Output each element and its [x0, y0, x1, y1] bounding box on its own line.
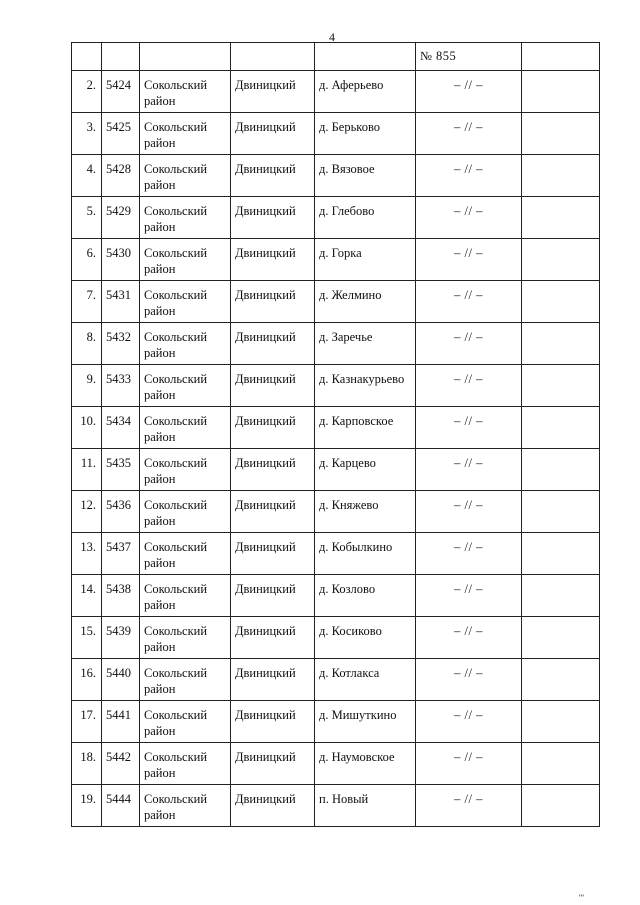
council-name: Двиницкий [235, 246, 296, 260]
ditto-mark: – // – [454, 330, 483, 344]
row-number-cell [72, 323, 102, 365]
council-name: Двиницкий [235, 750, 296, 764]
place-name: д. Аферьево [319, 78, 384, 92]
council-name-cell [231, 575, 315, 617]
place-name-cell [315, 113, 416, 155]
corner-mark: ''' [578, 893, 584, 903]
registry-table [71, 42, 600, 827]
district-name-cell [140, 365, 231, 407]
row-number: 6. [86, 246, 96, 260]
table-row [72, 365, 600, 407]
ditto-mark-cell [416, 659, 522, 701]
council-name: Двиницкий [235, 582, 296, 596]
district-name: Сокольский район [144, 498, 208, 528]
place-name: п. Новый [319, 792, 369, 806]
district-name-cell [140, 575, 231, 617]
council-name: Двиницкий [235, 120, 296, 134]
ditto-mark: – // – [454, 288, 483, 302]
object-code: 5424 [106, 78, 131, 92]
row-number-cell [72, 155, 102, 197]
district-name: Сокольский район [144, 288, 208, 318]
empty-cell-cell [522, 491, 600, 533]
empty-cell-cell [522, 659, 600, 701]
ditto-mark: – // – [454, 624, 483, 638]
object-code: 5434 [106, 414, 131, 428]
header-cell-empty [315, 43, 416, 71]
row-number: 5. [86, 204, 96, 218]
empty-cell-cell [522, 449, 600, 491]
object-code-cell [102, 239, 140, 281]
row-number: 18. [80, 750, 96, 764]
place-name-cell [315, 617, 416, 659]
empty-cell-cell [522, 155, 600, 197]
object-code: 5439 [106, 624, 131, 638]
place-name-cell [315, 491, 416, 533]
object-code: 5437 [106, 540, 131, 554]
place-name-cell [315, 239, 416, 281]
ditto-mark: – // – [454, 666, 483, 680]
table-row [72, 113, 600, 155]
place-name-cell [315, 449, 416, 491]
table-row [72, 785, 600, 827]
district-name-cell [140, 407, 231, 449]
table-row [72, 701, 600, 743]
object-code-cell [102, 323, 140, 365]
object-code-cell [102, 365, 140, 407]
object-code: 5438 [106, 582, 131, 596]
place-name-cell [315, 701, 416, 743]
row-number: 12. [80, 498, 96, 512]
district-name-cell [140, 743, 231, 785]
empty-cell-cell [522, 239, 600, 281]
council-name-cell [231, 533, 315, 575]
empty-cell-cell [522, 281, 600, 323]
empty-cell-cell [522, 71, 600, 113]
district-name: Сокольский район [144, 456, 208, 486]
council-name: Двиницкий [235, 540, 296, 554]
object-code-cell [102, 113, 140, 155]
empty-cell-cell [522, 785, 600, 827]
object-code: 5433 [106, 372, 131, 386]
district-name: Сокольский район [144, 204, 208, 234]
place-name-cell [315, 155, 416, 197]
page-number: 4 [329, 30, 335, 44]
place-name: д. Желмино [319, 288, 382, 302]
table-row [72, 71, 600, 113]
district-name: Сокольский район [144, 792, 208, 822]
ditto-mark: – // – [454, 708, 483, 722]
table-row [72, 617, 600, 659]
ditto-mark-cell [416, 575, 522, 617]
row-number: 9. [86, 372, 96, 386]
ditto-mark: – // – [454, 78, 483, 92]
place-name: д. Наумовское [319, 750, 395, 764]
district-name: Сокольский район [144, 624, 208, 654]
empty-cell-cell [522, 365, 600, 407]
object-code-cell [102, 533, 140, 575]
table-row [72, 743, 600, 785]
row-number: 11. [80, 456, 96, 470]
council-name-cell [231, 281, 315, 323]
object-code: 5444 [106, 792, 131, 806]
district-name-cell [140, 785, 231, 827]
row-number-cell [72, 617, 102, 659]
object-code-cell [102, 449, 140, 491]
place-name: д. Вязовое [319, 162, 375, 176]
district-name-cell [140, 323, 231, 365]
district-name: Сокольский район [144, 414, 208, 444]
object-code: 5430 [106, 246, 131, 260]
district-name: Сокольский район [144, 162, 208, 192]
table-row [72, 575, 600, 617]
council-name-cell [231, 701, 315, 743]
ditto-mark-cell [416, 281, 522, 323]
district-name-cell [140, 155, 231, 197]
row-number-cell [72, 239, 102, 281]
row-number-cell [72, 575, 102, 617]
table-row [72, 197, 600, 239]
district-name: Сокольский район [144, 120, 208, 150]
ditto-mark-cell [416, 407, 522, 449]
row-number: 15. [80, 624, 96, 638]
ditto-mark-cell [416, 197, 522, 239]
ditto-mark-cell [416, 449, 522, 491]
district-name: Сокольский район [144, 666, 208, 696]
header-cell-empty [140, 43, 231, 71]
row-number-cell [72, 743, 102, 785]
table-row [72, 449, 600, 491]
row-number-cell [72, 701, 102, 743]
object-code-cell [102, 407, 140, 449]
object-code: 5441 [106, 708, 131, 722]
table-row [72, 407, 600, 449]
header-cell-empty [231, 43, 315, 71]
object-code: 5431 [106, 288, 131, 302]
council-name-cell [231, 449, 315, 491]
place-name: д. Глебово [319, 204, 375, 218]
council-name-cell [231, 239, 315, 281]
object-code: 5432 [106, 330, 131, 344]
ditto-mark-cell [416, 239, 522, 281]
district-name-cell [140, 491, 231, 533]
empty-cell-cell [522, 113, 600, 155]
ditto-mark-cell [416, 113, 522, 155]
empty-cell-cell [522, 743, 600, 785]
header-cell-empty [72, 43, 102, 71]
council-name-cell [231, 659, 315, 701]
object-code-cell [102, 491, 140, 533]
ditto-mark-cell [416, 491, 522, 533]
council-name: Двиницкий [235, 330, 296, 344]
council-name-cell [231, 617, 315, 659]
header-doc-number-cell [416, 43, 522, 71]
row-number-cell [72, 407, 102, 449]
ditto-mark-cell [416, 155, 522, 197]
place-name-cell [315, 71, 416, 113]
place-name-cell [315, 743, 416, 785]
table-row [72, 281, 600, 323]
ditto-mark: – // – [454, 204, 483, 218]
object-code-cell [102, 155, 140, 197]
row-number: 13. [80, 540, 96, 554]
empty-cell-cell [522, 197, 600, 239]
district-name-cell [140, 113, 231, 155]
object-code-cell [102, 71, 140, 113]
row-number: 4. [86, 162, 96, 176]
object-code: 5429 [106, 204, 131, 218]
district-name: Сокольский район [144, 708, 208, 738]
object-code: 5440 [106, 666, 131, 680]
place-name: д. Косиково [319, 624, 382, 638]
place-name: д. Берьково [319, 120, 381, 134]
place-name-cell [315, 533, 416, 575]
table-row [72, 491, 600, 533]
council-name: Двиницкий [235, 414, 296, 428]
place-name: д. Карцево [319, 456, 376, 470]
district-name: Сокольский район [144, 582, 208, 612]
district-name-cell [140, 71, 231, 113]
table-row [72, 239, 600, 281]
ditto-mark-cell [416, 617, 522, 659]
council-name: Двиницкий [235, 372, 296, 386]
table-row [72, 533, 600, 575]
district-name-cell [140, 533, 231, 575]
ditto-mark: – // – [454, 582, 483, 596]
council-name-cell [231, 113, 315, 155]
empty-cell-cell [522, 575, 600, 617]
row-number-cell [72, 533, 102, 575]
place-name: д. Княжево [319, 498, 379, 512]
row-number: 16. [80, 666, 96, 680]
ditto-mark-cell [416, 323, 522, 365]
object-code-cell [102, 617, 140, 659]
ditto-mark: – // – [454, 162, 483, 176]
district-name-cell [140, 659, 231, 701]
ditto-mark: – // – [454, 246, 483, 260]
place-name: д. Заречье [319, 330, 373, 344]
place-name-cell [315, 281, 416, 323]
place-name: д. Казнакурьево [319, 372, 405, 386]
council-name: Двиницкий [235, 624, 296, 638]
ditto-mark: – // – [454, 792, 483, 806]
ditto-mark: – // – [454, 372, 483, 386]
ditto-mark-cell [416, 71, 522, 113]
ditto-mark-cell [416, 533, 522, 575]
council-name: Двиницкий [235, 78, 296, 92]
ditto-mark: – // – [454, 456, 483, 470]
place-name-cell [315, 575, 416, 617]
place-name-cell [315, 323, 416, 365]
place-name: д. Горка [319, 246, 362, 260]
row-number-cell [72, 785, 102, 827]
object-code-cell [102, 701, 140, 743]
row-number-cell [72, 71, 102, 113]
object-code: 5428 [106, 162, 131, 176]
object-code-cell [102, 659, 140, 701]
object-code: 5436 [106, 498, 131, 512]
district-name-cell [140, 197, 231, 239]
council-name: Двиницкий [235, 204, 296, 218]
row-number: 10. [80, 414, 96, 428]
table-row [72, 323, 600, 365]
council-name: Двиницкий [235, 792, 296, 806]
place-name-cell [315, 407, 416, 449]
council-name-cell [231, 407, 315, 449]
object-code-cell [102, 197, 140, 239]
object-code: 5435 [106, 456, 131, 470]
row-number: 17. [80, 708, 96, 722]
row-number-cell [72, 113, 102, 155]
row-number-cell [72, 449, 102, 491]
district-name-cell [140, 281, 231, 323]
place-name-cell [315, 197, 416, 239]
council-name-cell [231, 71, 315, 113]
row-number-cell [72, 197, 102, 239]
ditto-mark: – // – [454, 498, 483, 512]
council-name: Двиницкий [235, 288, 296, 302]
row-number: 19. [80, 792, 96, 806]
district-name: Сокольский район [144, 372, 208, 402]
district-name-cell [140, 239, 231, 281]
row-number: 14. [80, 582, 96, 596]
place-name-cell [315, 659, 416, 701]
place-name: д. Мишуткино [319, 708, 397, 722]
district-name: Сокольский район [144, 78, 208, 108]
header-cell-empty [522, 43, 600, 71]
council-name: Двиницкий [235, 162, 296, 176]
council-name-cell [231, 743, 315, 785]
row-number-cell [72, 491, 102, 533]
ditto-mark-cell [416, 743, 522, 785]
row-number-cell [72, 365, 102, 407]
district-name-cell [140, 449, 231, 491]
district-name: Сокольский район [144, 246, 208, 276]
ditto-mark-cell [416, 701, 522, 743]
ditto-mark: – // – [454, 414, 483, 428]
table-header-row [72, 43, 600, 71]
place-name: д. Кобылкино [319, 540, 393, 554]
place-name-cell [315, 365, 416, 407]
row-number: 2. [86, 78, 96, 92]
place-name: д. Котлакса [319, 666, 380, 680]
council-name-cell [231, 785, 315, 827]
row-number-cell [72, 281, 102, 323]
district-name: Сокольский район [144, 330, 208, 360]
ditto-mark-cell [416, 365, 522, 407]
object-code-cell [102, 743, 140, 785]
object-code-cell [102, 575, 140, 617]
row-number: 8. [86, 330, 96, 344]
council-name-cell [231, 155, 315, 197]
row-number: 7. [86, 288, 96, 302]
district-name: Сокольский район [144, 750, 208, 780]
ditto-mark: – // – [454, 540, 483, 554]
district-name-cell [140, 701, 231, 743]
district-name-cell [140, 617, 231, 659]
council-name-cell [231, 197, 315, 239]
council-name: Двиницкий [235, 708, 296, 722]
object-code: 5425 [106, 120, 131, 134]
header-cell-empty [102, 43, 140, 71]
empty-cell-cell [522, 533, 600, 575]
row-number: 3. [86, 120, 96, 134]
place-name-cell [315, 785, 416, 827]
council-name: Двиницкий [235, 456, 296, 470]
object-code: 5442 [106, 750, 131, 764]
object-code-cell [102, 785, 140, 827]
council-name-cell [231, 323, 315, 365]
ditto-mark: – // – [454, 750, 483, 764]
empty-cell-cell [522, 407, 600, 449]
table-row [72, 155, 600, 197]
place-name: д. Козлово [319, 582, 376, 596]
council-name: Двиницкий [235, 666, 296, 680]
place-name: д. Карповское [319, 414, 394, 428]
object-code-cell [102, 281, 140, 323]
doc-number: № 855 [420, 49, 457, 63]
row-number-cell [72, 659, 102, 701]
table-row [72, 659, 600, 701]
council-name: Двиницкий [235, 498, 296, 512]
council-name-cell [231, 491, 315, 533]
empty-cell-cell [522, 323, 600, 365]
ditto-mark: – // – [454, 120, 483, 134]
empty-cell-cell [522, 617, 600, 659]
council-name-cell [231, 365, 315, 407]
ditto-mark-cell [416, 785, 522, 827]
empty-cell-cell [522, 701, 600, 743]
district-name: Сокольский район [144, 540, 208, 570]
